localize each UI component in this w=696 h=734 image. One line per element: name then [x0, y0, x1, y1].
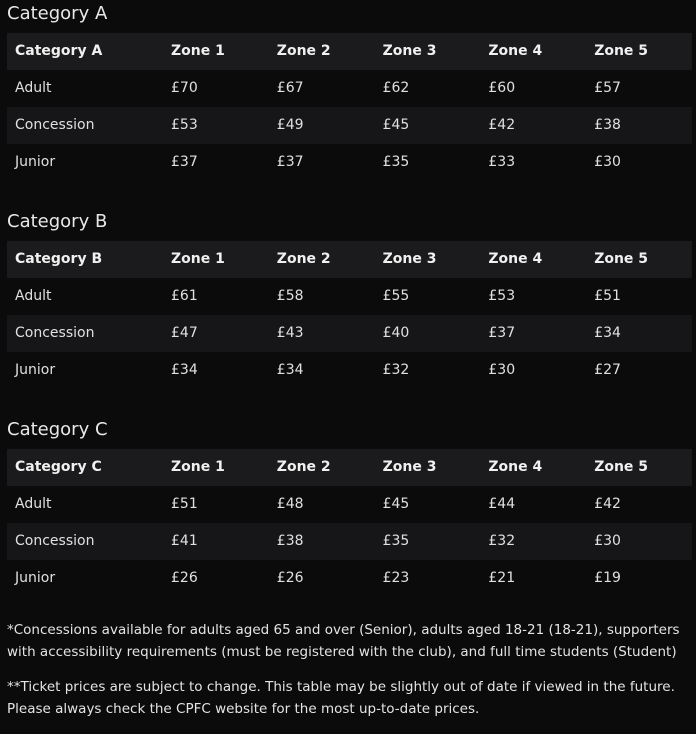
- price-cell: £30: [480, 352, 586, 389]
- price-cell: £49: [269, 107, 375, 144]
- price-cell: £27: [586, 352, 692, 389]
- header-zone-4: Zone 4: [480, 241, 586, 278]
- price-cell: £51: [163, 486, 269, 523]
- price-disclaimer-note: **Ticket prices are subject to change. This table may be slightly out of date if viewed in the future. Please always check the CPFC website for the most up-to-date prices.: [7, 679, 675, 717]
- price-cell: £26: [163, 560, 269, 597]
- price-cell: £62: [375, 70, 481, 107]
- footnotes: [7, 620, 692, 720]
- table-row: [7, 560, 692, 597]
- row-label: Adult: [7, 278, 163, 315]
- header-category: Category B: [7, 241, 163, 278]
- concessions-note: *Concessions available for adults aged 65 and over (Senior), adults aged 18-21 (18-21), supporters with accessibility requirements (must be registered with the club), and full time students (Student): [7, 622, 680, 660]
- table-header-row: [7, 241, 692, 278]
- price-cell: £43: [269, 315, 375, 352]
- category-c-section: [7, 416, 692, 597]
- price-cell: £32: [480, 523, 586, 560]
- row-label: Concession: [7, 523, 163, 560]
- price-cell: £32: [375, 352, 481, 389]
- table-header-row: [7, 33, 692, 70]
- table-row: [7, 315, 692, 352]
- price-cell: £60: [480, 70, 586, 107]
- price-cell: £44: [480, 486, 586, 523]
- header-zone-3: Zone 3: [375, 241, 481, 278]
- section-title: Category C: [7, 419, 108, 440]
- price-cell: £34: [586, 315, 692, 352]
- section-title: Category A: [7, 3, 108, 24]
- table-row: [7, 278, 692, 315]
- price-cell: £37: [480, 315, 586, 352]
- price-cell: £38: [586, 107, 692, 144]
- header-zone-2: Zone 2: [269, 449, 375, 486]
- row-label: Junior: [7, 144, 163, 181]
- row-label: Concession: [7, 315, 163, 352]
- price-cell: £40: [375, 315, 481, 352]
- price-cell: £45: [375, 107, 481, 144]
- price-cell: £35: [375, 144, 481, 181]
- price-cell: £53: [480, 278, 586, 315]
- category-a-section: [7, 0, 692, 181]
- price-cell: £41: [163, 523, 269, 560]
- row-label: Adult: [7, 70, 163, 107]
- price-cell: £45: [375, 486, 481, 523]
- price-cell: £34: [269, 352, 375, 389]
- header-zone-1: Zone 1: [163, 33, 269, 70]
- price-cell: £53: [163, 107, 269, 144]
- header-zone-4: Zone 4: [480, 33, 586, 70]
- price-cell: £57: [586, 70, 692, 107]
- category-a-price-table: [7, 33, 692, 181]
- price-cell: £23: [375, 560, 481, 597]
- header-zone-4: Zone 4: [480, 449, 586, 486]
- price-cell: £67: [269, 70, 375, 107]
- table-row: [7, 352, 692, 389]
- price-cell: £33: [480, 144, 586, 181]
- price-cell: £48: [269, 486, 375, 523]
- section-title: Category B: [7, 211, 108, 232]
- pricing-content: [7, 0, 692, 734]
- row-label: Adult: [7, 486, 163, 523]
- price-cell: £42: [480, 107, 586, 144]
- table-row: [7, 523, 692, 560]
- row-label: Junior: [7, 352, 163, 389]
- header-zone-2: Zone 2: [269, 241, 375, 278]
- price-cell: £55: [375, 278, 481, 315]
- price-cell: £37: [269, 144, 375, 181]
- price-cell: £58: [269, 278, 375, 315]
- table-row: [7, 107, 692, 144]
- price-cell: £37: [163, 144, 269, 181]
- table-row: [7, 70, 692, 107]
- price-cell: £19: [586, 560, 692, 597]
- header-zone-2: Zone 2: [269, 33, 375, 70]
- header-zone-1: Zone 1: [163, 449, 269, 486]
- header-zone-3: Zone 3: [375, 449, 481, 486]
- header-category: Category A: [7, 33, 163, 70]
- row-label: Junior: [7, 560, 163, 597]
- price-cell: £61: [163, 278, 269, 315]
- header-zone-1: Zone 1: [163, 241, 269, 278]
- header-zone-5: Zone 5: [586, 241, 692, 278]
- price-cell: £34: [163, 352, 269, 389]
- table-row: [7, 144, 692, 181]
- category-b-section: [7, 208, 692, 389]
- table-header-row: [7, 449, 692, 486]
- price-cell: £26: [269, 560, 375, 597]
- price-cell: £47: [163, 315, 269, 352]
- header-zone-5: Zone 5: [586, 449, 692, 486]
- price-cell: £21: [480, 560, 586, 597]
- price-cell: £30: [586, 144, 692, 181]
- header-category: Category C: [7, 449, 163, 486]
- price-cell: £70: [163, 70, 269, 107]
- category-c-price-table: [7, 449, 692, 597]
- row-label: Concession: [7, 107, 163, 144]
- price-cell: £30: [586, 523, 692, 560]
- header-zone-3: Zone 3: [375, 33, 481, 70]
- price-cell: £35: [375, 523, 481, 560]
- category-b-price-table: [7, 241, 692, 389]
- price-cell: £51: [586, 278, 692, 315]
- table-row: [7, 486, 692, 523]
- price-cell: £38: [269, 523, 375, 560]
- header-zone-5: Zone 5: [586, 33, 692, 70]
- price-cell: £42: [586, 486, 692, 523]
